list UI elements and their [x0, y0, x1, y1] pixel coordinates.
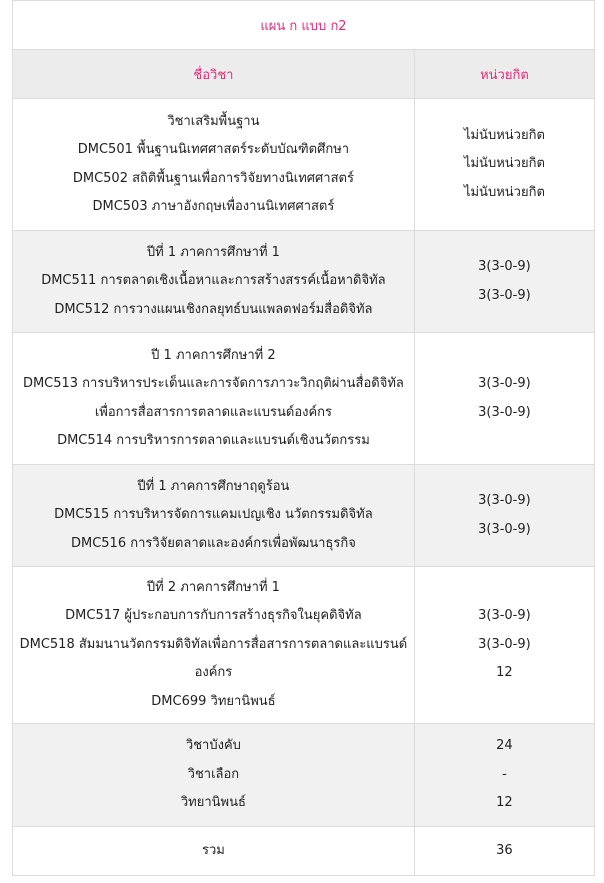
course-line: DMC515 การบริหารจัดการแคมเปญเชิง นวัตกรรมดิจิทัล [54, 507, 373, 523]
course-line: DMC513 การบริหารประเด็นและการจัดการภาวะวิกฤติผ่านสื่อดิจิทัล [22, 376, 404, 391]
credit-line: ไม่นับหน่วยกิต [463, 156, 545, 172]
course-cell [13, 827, 415, 876]
credit-line: 3(3-0-9) [478, 404, 531, 420]
credit-line: 3(3-0-9) [478, 259, 531, 274]
course-line: DMC699 วิทยานิพนธ์ [151, 693, 276, 709]
course-cell [13, 231, 415, 333]
table-row [13, 724, 595, 827]
course-line: วิชาบังคับ [185, 738, 241, 754]
credit-line: 3(3-0-9) [478, 376, 531, 391]
credit-line: 3(3-0-9) [478, 521, 531, 537]
course-line: DMC514 การบริหารการตลาดและแบรนด์เชิงนวัตกรรม [57, 433, 370, 448]
credit-line: 36 [496, 842, 513, 858]
course-line: DMC501 พื้นฐานนิเทศศาสตร์ระดับบัณฑิตศึกษา [77, 142, 350, 157]
course-line: วิชาเลือก [187, 766, 240, 782]
credit-line: 12 [496, 795, 513, 811]
course-line: วิทยานิพนธ์ [180, 795, 246, 811]
course-line: DMC512 การวางแผนเชิงกลยุทธ์บนแพลตฟอร์มสื่อดิจิทัล [54, 301, 373, 317]
course-line: วิชาเสริมพื้นฐาน [167, 113, 260, 129]
table-title: แผน ก แบบ ก2 [13, 1, 595, 50]
credits-cell [414, 465, 594, 567]
credit-line: ไม่นับหน่วยกิต [463, 127, 545, 143]
credits-cell [414, 567, 594, 724]
course-cell [13, 333, 415, 465]
table-row [13, 231, 595, 333]
course-line: DMC516 การวิจัยตลาดและองค์กรเพื่อพัฒนาธุรกิจ [70, 535, 356, 551]
course-line: DMC511 การตลาดเชิงเนื้อหาและการสร้างสรรค์เนื้อหาดิจิทัล [41, 273, 386, 289]
course-line: องค์กร [194, 665, 233, 681]
credits-cell [414, 333, 594, 465]
course-line: DMC517 ผู้ประกอบการกับการสร้างธุรกิจในยุคดิจิทัล [65, 608, 362, 624]
header-course-name: ชื่อวิชา [13, 50, 415, 99]
course-line: ปีที่ 1 ภาคการศึกษาฤดูร้อน [137, 478, 290, 494]
credit-line: ไม่นับหน่วยกิต [463, 184, 545, 200]
course-line: DMC518 สัมมนานวัตกรรมดิจิทัลเพื่อการสื่อสารการตลาดและแบรนด์ [19, 636, 408, 652]
course-cell [13, 99, 415, 231]
table-row [13, 465, 595, 567]
credits-cell [414, 231, 594, 333]
curriculum-table [12, 0, 595, 876]
credits-cell [414, 827, 594, 876]
course-line: รวม [201, 842, 225, 858]
credits-cell [414, 99, 594, 231]
credit-line: 3(3-0-9) [478, 608, 531, 624]
credit-line: 3(3-0-9) [478, 636, 531, 652]
course-line: DMC502 สถิติพื้นฐานเพื่อการวิจัยทางนิเทศศาสตร์ [72, 170, 354, 186]
course-line: ปี 1 ภาคการศึกษาที่ 2 [151, 347, 276, 363]
credit-line: 12 [496, 665, 513, 681]
credit-line: - [502, 766, 507, 782]
credits-cell [414, 724, 594, 827]
course-line: DMC503 ภาษาอังกฤษเพื่องานนิเทศศาสตร์ [92, 199, 335, 214]
header-credits: หน่วยกิต [414, 50, 594, 99]
table-row [13, 827, 595, 876]
course-cell [13, 465, 415, 567]
credit-line: 3(3-0-9) [478, 493, 531, 508]
table-row [13, 99, 595, 231]
course-line: เพื่อการสื่อสารการตลาดและแบรนด์องค์กร [94, 404, 333, 420]
table-row [13, 333, 595, 465]
credit-line: 3(3-0-9) [478, 287, 531, 303]
course-line: ปีที่ 2 ภาคการศึกษาที่ 1 [146, 579, 280, 595]
credit-line: 24 [496, 738, 513, 754]
course-cell [13, 567, 415, 724]
course-cell [13, 724, 415, 827]
table-row [13, 567, 595, 724]
course-line: ปีที่ 1 ภาคการศึกษาที่ 1 [146, 244, 280, 260]
